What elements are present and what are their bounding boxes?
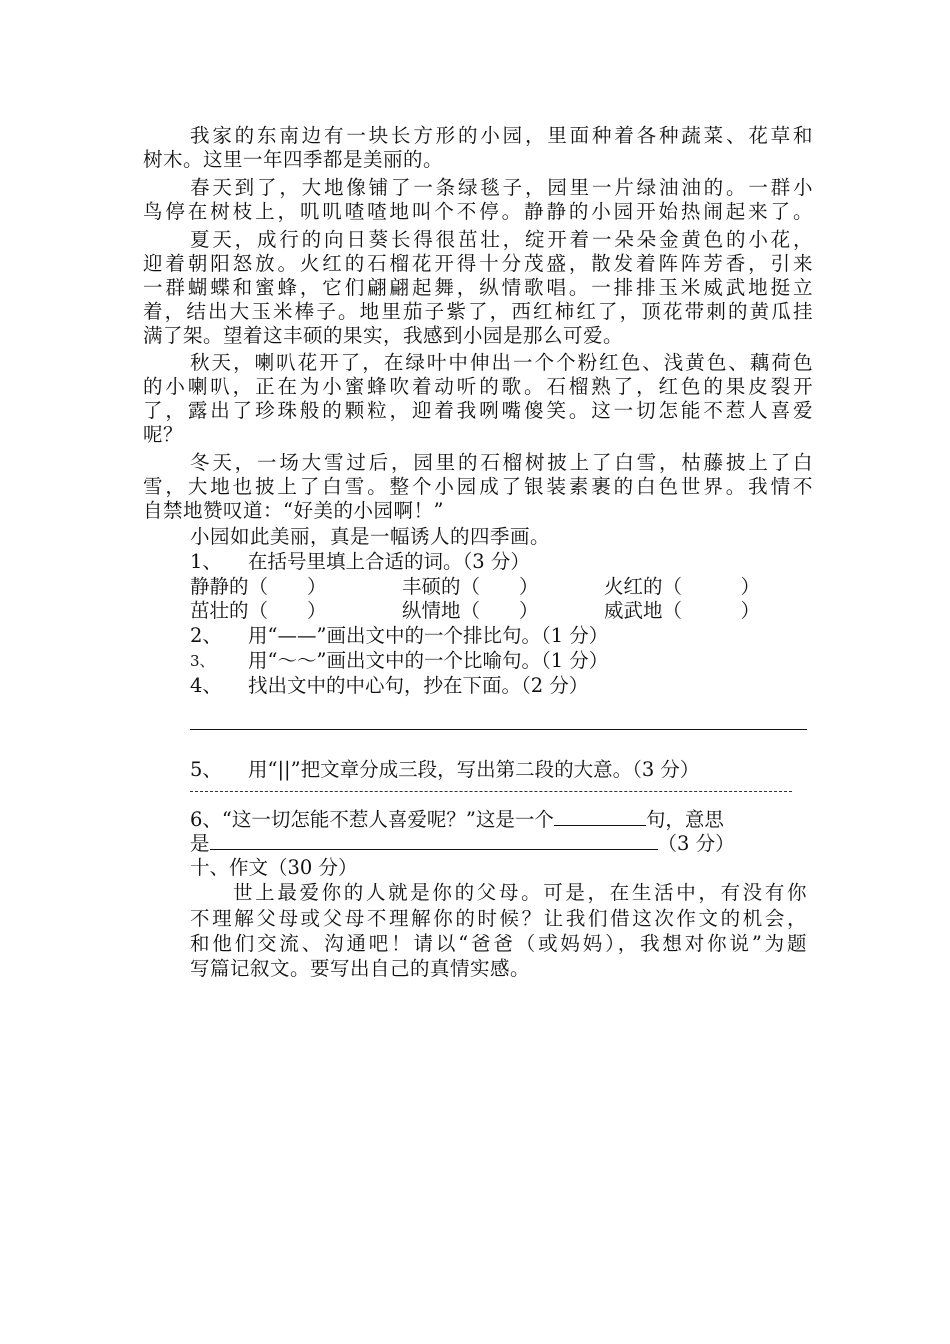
passage-line: 小园如此美丽，真是一幅诱人的四季画。 — [190, 525, 551, 548]
essay-prompt-line: 世上最爱你的人就是你的父母。可是，在生活中，有没有你 — [233, 881, 807, 904]
passage-line: 冬天，一场大雪过后，园里的石榴树披上了白雪，枯藤披上了白 — [190, 451, 813, 474]
passage-line: 了，露出了珍珠般的颗粒，迎着我咧嘴傻笑。这一切怎能不惹人喜爱 — [143, 399, 813, 422]
question-2-number: 2、 — [190, 624, 222, 647]
question-1-number: 1、 — [190, 550, 222, 573]
question-6-score: （3 分） — [657, 832, 735, 855]
passage-line: 的小喇叭，正在为小蜜蜂吹着动听的歌。石榴熟了，红色的果皮裂开 — [143, 375, 813, 398]
passage-line: 鸟停在树枝上，叽叽喳喳地叫个不停。静静的小园开始热闹起来了。 — [143, 200, 813, 223]
word-blank-1[interactable]: 静静的（ ） — [190, 575, 327, 598]
answer-line[interactable] — [190, 729, 807, 730]
question-6-line-2 — [190, 831, 735, 856]
passage-line: 雪，大地也披上了白雪。整个小园成了银装素裹的白色世界。我情不 — [143, 475, 813, 498]
question-4-text: 找出文中的中心句，抄在下面。（2 分） — [248, 674, 589, 697]
question-6-meaning-label: 是 — [190, 832, 210, 855]
passage-line: 一群蝴蝶和蜜蜂，它们翩翩起舞，纵情歌唱。一排排玉米威武地挺立 — [143, 276, 813, 299]
question-2-text: 用“——”画出文中的一个排比句。（1 分） — [248, 624, 609, 647]
question-6-prompt: 6、“这一切怎能不惹人喜爱呢？”这是一个 — [190, 808, 554, 831]
essay-prompt-line: 不理解父母或父母不理解你的时候？让我们借这次作文的机会， — [190, 907, 807, 930]
word-blank-5[interactable]: 纵情地（ ） — [402, 599, 539, 622]
passage-line: 夏天，成行的向日葵长得很茁壮，绽开着一朵朵金黄色的小花， — [190, 228, 813, 251]
passage-line: 呢？ — [143, 423, 184, 446]
sentence-type-blank[interactable] — [554, 807, 646, 826]
passage-line: 秋天，喇叭花开了，在绿叶中伸出一个个粉红色、浅黄色、藕荷色 — [190, 351, 813, 374]
passage-line: 着，结出大玉米棒子。地里茄子紫了，西红柿红了，顶花带刺的黄瓜挂 — [143, 300, 813, 323]
passage-line: 满了架。望着这丰硕的果实，我感到小园是那么可爱。 — [143, 324, 624, 347]
passage-line: 迎着朝阳怒放。火红的石榴花开得十分茂盛，散发着阵阵芳香，引来 — [143, 252, 813, 275]
question-5-number: 5、 — [190, 758, 222, 781]
question-3-text: 用“～～”画出文中的一个比喻句。（1 分） — [248, 649, 609, 672]
answer-dashed-line[interactable] — [190, 791, 792, 792]
question-1-text: 在括号里填上合适的词。（3 分） — [248, 550, 530, 573]
word-blank-3[interactable]: 火红的（ ） — [604, 575, 761, 598]
passage-line: 春天到了，大地像铺了一条绿毯子，园里一片绿油油的。一群小 — [190, 176, 813, 199]
word-blank-6[interactable]: 威武地（ ） — [604, 599, 761, 622]
essay-prompt-line: 和他们交流、沟通吧！请以“爸爸（或妈妈），我想对你说”为题 — [190, 932, 807, 955]
question-4-number: 4、 — [190, 674, 222, 697]
word-blank-4[interactable]: 茁壮的（ ） — [190, 599, 327, 622]
essay-prompt-line: 写篇记叙文。要写出自己的真情实感。 — [190, 957, 531, 980]
question-3-number: 3、 — [190, 652, 215, 670]
passage-line: 树木。这里一年四季都是美丽的。 — [143, 148, 444, 171]
word-blank-2[interactable]: 丰硕的（ ） — [402, 575, 539, 598]
question-6-suffix: 句，意思 — [645, 808, 724, 831]
question-6-line-1 — [190, 807, 724, 832]
passage-line: 自禁地赞叹道：“好美的小园啊！” — [143, 499, 444, 522]
passage-line: 我家的东南边有一块长方形的小园，里面种着各种蔬菜、花草和 — [190, 124, 813, 147]
meaning-blank[interactable] — [210, 831, 658, 850]
essay-heading: 十、作文（30 分） — [190, 856, 358, 879]
question-5-text: 用“||”把文章分成三段，写出第二段的大意。（3 分） — [248, 758, 700, 781]
